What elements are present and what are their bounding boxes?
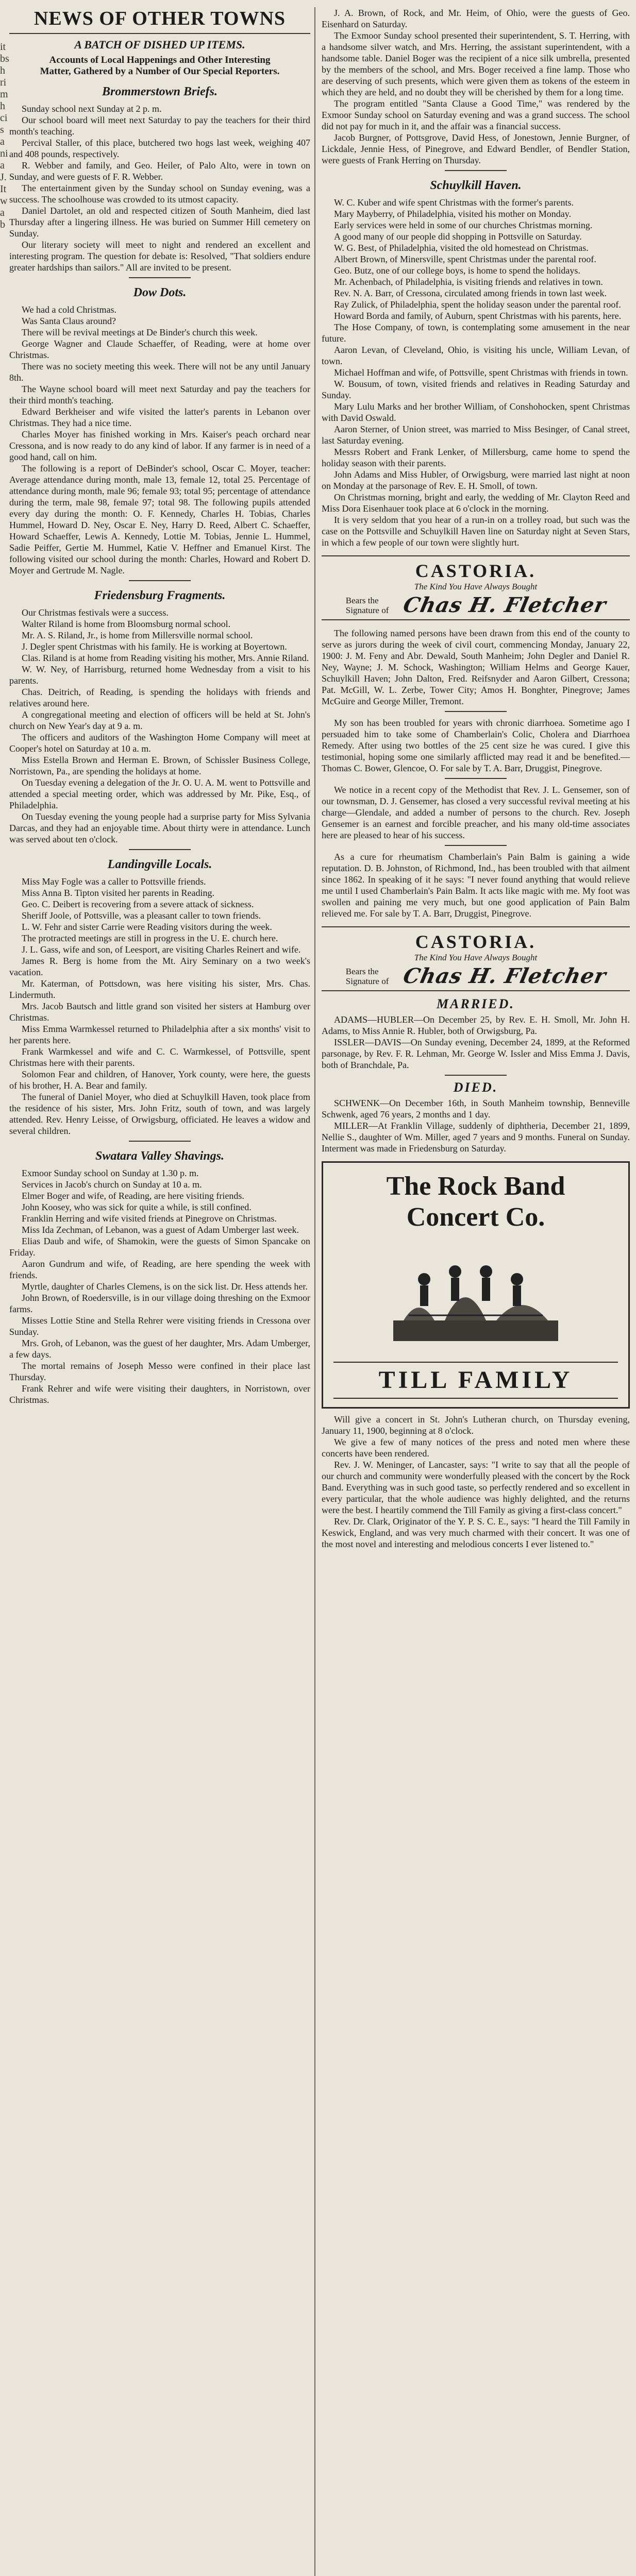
castoria-ad (322, 555, 630, 620)
news-item: Solomon Fear and children, of Hanover, York county, were here, the guests of his brother, H. A. Bear and family. (9, 1069, 310, 1091)
news-item: Franklin Herring and wife visited friends at Pinegrove on Christmas. (22, 1213, 277, 1224)
news-item: John Brown, of Roedersville, is in our village doing threshing on the Exmoor farms. (9, 1293, 310, 1314)
gutter-fragment: h (0, 100, 5, 112)
column-rule (314, 7, 315, 2576)
separator (129, 277, 191, 278)
column-left (9, 7, 310, 2576)
news-item: Clas. Riland is at home from Reading visiting his mother, Mrs. Annie Riland. (22, 653, 309, 663)
news-item: Our literary society will meet to night and rendered an excellent and interesting program. The question for debate is: Resolved, "That soldiers endure greater hardships than sailors." All are invited to be present. (9, 240, 310, 273)
news-item: On Tuesday evening the young people had a surprise party for Miss Sylvania Darcas, and they had an enjoyable time. About thirty were in attendance. Lunch was served about ten o'clock. (9, 811, 310, 844)
news-item: Michael Hoffman and wife, of Pottsville, spent Christmas with friends in town. (334, 367, 628, 378)
stage-base (393, 1320, 558, 1341)
left-margin-cutoff-text (0, 41, 8, 231)
news-item: W. Bousum, of town, visited friends and relatives in Reading Saturday and Sunday. (322, 379, 630, 400)
news-item: Misses Lottie Stine and Stella Rehrer were visiting friends in Cressona over Sunday. (9, 1315, 310, 1337)
news-item: The entertainment given by the Sunday school on Sunday evening, was a success. The schoolhouse was crowded to its utmost capacity. (9, 183, 310, 205)
news-item: On Christmas morning, bright and early, the wedding of Mr. Clayton Reed and Miss Dora Eisenhauer took place at 6 o'clock in the morning. (322, 492, 630, 514)
death-entry: MILLER—At Franklin Village, suddenly of diphtheria, December 21, 1899, Nellie S., daughter of Wm. Miller, aged 7 years and 9 months. Funeral on Sunday. Interment was made in Friedensburg on Saturday. (322, 1121, 630, 1154)
news-item: J. L. Gass, wife and son, of Leesport, are visiting Charles Reinert and wife. (22, 944, 301, 955)
news-item: Rev. N. A. Barr, of Cressona, circulated among friends in town last week. (334, 288, 607, 298)
gutter-fragment: J. (0, 172, 7, 183)
news-item: W. W. Ney, of Harrisburg, returned home Wednesday from a visit to his parents. (9, 664, 310, 686)
news-item: Frank Rehrer and wife were visiting their daughters, in Norristown, over Christmas. (9, 1383, 310, 1405)
news-item: Miss Anna B. Tipton visited her parents in Reading. (22, 888, 215, 898)
news-item: The program entitled "Santa Clause a Good Time," was rendered by the Exmoor Sunday school on Saturday evening and was a grand success. The school did not pay for much in it, and the affair was a financial success. (322, 98, 630, 131)
news-item: The Hose Company, of town, is contemplating some amusement in the near future. (322, 322, 630, 344)
news-item: Mr. Katerman, of Pottsdown, was here visiting his sister, Mrs. Chas. Lindermuth. (9, 978, 310, 1000)
news-item: Mrs. Jacob Bautsch and little grand son visited her sisters at Hamburg over Christmas. (9, 1001, 310, 1023)
news-item: J. Degler spent Christmas with his family. He is working at Boyertown. (22, 641, 287, 652)
married-heading: MARRIED. (437, 996, 515, 1011)
gutter-fragment: a (0, 136, 5, 147)
separator (445, 711, 507, 712)
concert-notices (322, 1414, 630, 1550)
right-column-sections (322, 7, 630, 548)
separator (129, 1141, 191, 1142)
news-item: Chas. Deitrich, of Reading, is spending the holidays with friends and relatives around here. (9, 687, 310, 708)
column-right (322, 7, 630, 2576)
news-item: As a cure for rheumatism Chamberlain's Pain Balm is gaining a wide reputation. D. B. Johnston, of Richmond, Ind., has been troubled with that ailment since 1862. In speaking of it he says: "I never found anything that would relieve me until I used Chamberlain's Pain Balm. It acts like magic with me. My foot was swollen and paining me very much, but one good application of Pain Balm relieved me. For sale by T. A. Barr, Druggist, Pinegrove. (322, 852, 630, 919)
news-item: On Tuesday evening a delegation of the Jr. O. U. A. M. went to Pottsville and attended a special meeting order, which was addressed by Mr. Pike, Esq., of Philadelphia. (9, 777, 310, 810)
news-item: There was no society meeting this week. There will not be any until January 8th. (9, 361, 310, 383)
rock-left (404, 1308, 434, 1320)
fletcher-signature-2: Chas H. Fletcher (400, 964, 609, 988)
news-item: There will be revival meetings at De Binder's church this week. (22, 327, 258, 337)
news-item: Walter Riland is home from Bloomsburg normal school. (22, 619, 231, 629)
separator (129, 580, 191, 581)
gutter-fragment: a (0, 160, 5, 171)
news-item: John Adams and Miss Hubler, of Orwigsburg, were married last night at noon on Monday at the parsonage of Rev. E. H. Smoll, of town. (322, 469, 630, 491)
section-heading: Landingville Locals. (107, 858, 212, 871)
castoria-title-2: CASTORIA. (415, 931, 537, 952)
news-item: Myrtle, daughter of Charles Clemens, is on the sick list. Dr. Hess attends her. (22, 1281, 308, 1292)
news-item: The officers and auditors of the Washington Home Company will meet at Cooper's hotel on Saturday at 10 a. m. (9, 732, 310, 754)
section-heading: Schuylkill Haven. (430, 179, 522, 192)
news-item: Mary Mayberry, of Philadelphia, visited his mother on Monday. (334, 209, 572, 219)
news-item: The funeral of Daniel Moyer, who died at Schuylkill Haven, took place from the residence of his sister, Mrs. John Fritz, south of town, and was largely attended. Rev. Henry Leisse, of Orwigsburg, officiated. He leaves a widow and several children. (9, 1092, 310, 1136)
news-item: Sheriff Joole, of Pottsville, was a pleasant caller to town friends. (22, 910, 261, 921)
concert-paragraph: Will give a concert in St. John's Lutheran church, on Thursday evening, January 11, 1900, beginning at 8 o'clock. (322, 1414, 630, 1436)
news-item: Albert Brown, of Minersville, spent Christmas under the parental roof. (334, 254, 596, 264)
news-item: Exmoor Sunday school on Sunday at 1.30 p. m. (22, 1168, 199, 1178)
news-item: Our school board will meet next Saturday to pay the teachers for their third month's teaching. (9, 115, 310, 137)
gutter-fragment: ci (0, 112, 8, 124)
news-item: Mr. Achenbach, of Philadelphia, is visiting friends and relatives in town. (334, 277, 603, 287)
castoria-ad-2 (322, 926, 630, 991)
separator (445, 1075, 507, 1076)
concert-paragraph: Rev. J. W. Meninger, of Lancaster, says: "I write to say that all the people of our church and community were wonderfully pleased with the concert by the Rock Band. Everything was in such good taste, so perfectly rendered and so excellent in every particular, that the whole audience was highly delighted, and the returns were the best. I heartily commend the Till Family as giving a first-class concert." (322, 1460, 630, 1515)
died-heading: DIED. (453, 1080, 498, 1095)
news-item: Geo. C. Deibert is recovering from a severe attack of sickness. (22, 899, 254, 909)
gutter-fragment: b (0, 219, 5, 230)
right-column-articles (322, 628, 630, 919)
castoria-tagline: The Kind You Have Always Bought (414, 582, 538, 591)
news-item: The following named persons have been drawn from this end of the county to serve as jurors during the week of civil court, commencing Monday, January 22, 1900: J. M. Feny and Abr. Dewald, South Manheim; John Degler and Daniel R. Ney, Wayne; J. M. Schock, Washington; William Helms and George Kauer, Schuylkill Haven; John Dalton, Fred. Reifsnyder and Aaron Gilbert, Cressona; Pat. McGill, W. L. Zerbe, Tower City; Amos H. Bonghter, Pinegrove; James McGuire and George Miller, Tremont. (322, 628, 630, 706)
news-item: Jacob Burgner, of Pottsgrove, David Hess, of Jonestown, Jennie Burgner, of Lickdale, Jennie Hess, of Pinegrove, and Edward Bendler, of Bendler Station, were guests of Frank Herring on Thursday. (322, 132, 630, 165)
gutter-fragment: a (0, 207, 5, 218)
news-item: R. Webber and family, and Geo. Heiler, of Palo Alto, were in town on Sunday, and were guests of F. R. Webber. (9, 160, 310, 182)
bears-signature-label-2: Bears the Signature of (345, 967, 389, 986)
news-item: The Exmoor Sunday school presented their superintendent, S. T. Herring, with a handsome silver watch, and Mrs. Herring, the assistant superintendent, with a handsome table. Daniel Boger was the recipient of a nice silk umbrella, presented by the members of the school, and Mrs. Boger received a fine lamp. Those who are deserving of such presents, which were given them as tokens of the esteem in which they are held, and no doubt they will be cherished by them for a long time. (322, 30, 630, 97)
news-item: Edward Berkheiser and wife visited the latter's parents in Lebanon over Christmas. They had a nice time. (9, 406, 310, 428)
news-item: My son has been troubled for years with chronic diarrhoea. Sometime ago I persuaded him to take some of Chamberlain's Colic, Cholera and Diarrhoea Remedy. After using two bottles of the 25 cent size he was cured. I give this testimonial, hoping some one similarly afflicted may read it and be benefited.—Thomas C. Bower, Glencoe, O. For sale by T. A. Barr, Druggist, Pinegrove. (322, 718, 630, 773)
news-item: The protracted meetings are still in progress in the U. E. church here. (22, 933, 278, 943)
headline-subdeck: Accounts of Local Happenings and Other Interesting Matter, Gathered by a Number of Our Special Reporters. (40, 55, 280, 77)
news-item: Messrs Robert and Frank Lenker, of Millersburg, came home to spend the holiday season with their parents. (322, 447, 630, 468)
news-item: Mrs. Groh, of Lebanon, was the guest of her daughter, Mrs. Adam Umberger, a few days. (9, 1338, 310, 1360)
section-heading: Dow Dots. (133, 286, 187, 299)
concert-paragraph: We give a few of many notices of the press and noted men where these concerts have been rendered. (322, 1437, 630, 1459)
gutter-fragment: m (0, 89, 8, 100)
gutter-fragment: w (0, 195, 8, 207)
news-item: Charles Moyer has finished working in Mrs. Kaiser's peach orchard near Cressona, and is now ready to do any kind of labor. If any farmer is in need of a good hand, call on him. (9, 429, 310, 462)
news-item: We had a cold Christmas. (22, 304, 117, 315)
news-item: John Koosey, who was sick for quite a while, is still confined. (22, 1202, 252, 1212)
news-item: James R. Berg is home from the Mt. Airy Seminary on a two week's vacation. (9, 956, 310, 977)
news-item: Elmer Boger and wife, of Reading, are here visiting friends. (22, 1191, 244, 1201)
news-item: Miss Estella Brown and Herman E. Brown, of Schissler Business College, Norristown, Pa., are spending the holidays at home. (9, 755, 310, 776)
headline-deck: A BATCH OF DISHED UP ITEMS. (74, 38, 245, 51)
news-item: Aaron Sterner, of Union street, was married to Miss Besinger, of Canal street, last Saturday evening. (322, 424, 630, 446)
news-item: L. W. Fehr and sister Carrie were Reading visitors during the week. (22, 922, 272, 932)
section-heading: Swatara Valley Shavings. (95, 1149, 225, 1163)
news-item: The Wayne school board will meet next Saturday and pay the teachers for their third month's teaching. (9, 384, 310, 405)
news-item: Was Santa Claus around? (22, 316, 116, 326)
concert-paragraph: Rev. Dr. Clark, Originator of the Y. P. S. C. E., says: "I heard the Till Family in Keswick, England, and was very much charmed with their concert. It was one of the most novel and interesting and melodious concerts I ever listened to." (322, 1516, 630, 1549)
left-column-sections (9, 84, 310, 1405)
castoria-tagline-2: The Kind You Have Always Bought (414, 953, 538, 962)
news-item: Daniel Dartolet, an old and respected citizen of South Manheim, died last Thursday after a lingering illness. He was buried on Summer Hill cemetery on Sunday. (9, 206, 310, 239)
separator (445, 845, 507, 846)
news-item: Howard Borda and family, of Auburn, spent Christmas with his parents, here. (334, 311, 622, 321)
news-item: Geo. Butz, one of our college boys, is home to spend the holidays. (334, 265, 580, 276)
news-item: George Wagner and Claude Schaeffer, of Reading, were at home over Christmas. (9, 338, 310, 360)
separator (445, 170, 507, 171)
news-item: Aaron Gundrum and wife, of Reading, are here spending the week with friends. (9, 1259, 310, 1280)
gutter-fragment: It (0, 183, 7, 195)
married-notices (322, 1014, 630, 1071)
news-item: Miss May Fogle was a caller to Pottsville friends. (22, 876, 206, 887)
news-item: Mary Lulu Marks and her brother William, of Conshohocken, spent Christmas with David Oswald. (322, 401, 630, 423)
death-notices (322, 1097, 630, 1154)
news-item: It is very seldom that you hear of a run-in on a trolley road, but such was the case on the Pottsville and Schuylkill Haven line on Saturday night at Seven Stars, in which a few people of our town were slightly hurt. (322, 515, 630, 548)
news-item: Frank Warmkessel and wife and C. C. Warmkessel, of Pottsville, spent Christmas here with their parents. (9, 1046, 310, 1068)
married-entry: ISSLER—DAVIS—On Sunday evening, December 24, 1899, at the Reformed parsonage, by Rev. F. R. Lehman, Mr. George W. Issler and Miss Emma J. Davis, both of Branchdale, Pa. (322, 1037, 630, 1070)
news-item: We notice in a recent copy of the Methodist that Rev. J. L. Gensemer, son of our townsman, D. J. Gensemer, has closed a very successful revival meeting at his charge—Glendale, and added a number of persons to the church. Rev. Joseph Gensemer is an earnest and forcible preacher, and his many old-time associates here are pleased to hear of his success. (322, 785, 630, 840)
gutter-fragment: ni (0, 148, 8, 159)
fletcher-signature: Chas H. Fletcher (400, 593, 609, 617)
rock-band-ad (322, 1161, 630, 1409)
castoria-signature-row (325, 593, 627, 617)
castoria-title: CASTORIA. (415, 561, 537, 581)
news-item: The mortal remains of Joseph Messo were confined in their place last Thursday. (9, 1361, 310, 1382)
gutter-fragment: s (0, 124, 4, 135)
news-item: Ray Zulick, of Philadelphia, spent the holiday season under the parental roof. (334, 299, 621, 310)
news-item: The following is a report of DeBinder's school, Oscar C. Moyer, teacher: Average attendance during month, male 13, female 12, total 25. Percentage of attendance during month, male 96; female 93; total 95; percentage of attendance during the term, male 98, female 97; total 98. The following pupils attended every day during the month: O. F. Kennedy, Charles H. Tobias, Charles Hummel, Howard D. Ney, Oscar E. Ney, Harry D. Reed, Albert C. Schaeffer, Howard Schaeffer, Lewis A. Kennedy, Lottie M. Tobias, Jennie L. Hummel, Sadie Peiffer, Gertie M. Hummel, Katie V. Heffner and Emanuel Kirst. The following visited our school during the month: Charles, Howard and Robert D. Moyer and Gertrude M. Nagle. (9, 463, 310, 575)
concert-co-title: Concert Co. (406, 1202, 545, 1232)
till-family-title: TILL FAMILY (333, 1362, 618, 1399)
news-item: Miss Emma Warmkessel returned to Philadelphia after a six months' visit to her parents here. (9, 1024, 310, 1045)
gutter-fragment: ri (0, 77, 7, 88)
news-item: W. G. Best, of Philadelphia, visited the old homestead on Christmas. (334, 243, 589, 253)
news-item: Early services were held in some of our churches Christmas morning. (334, 220, 593, 230)
section-heading: Friedensburg Fragments. (94, 589, 226, 602)
gutter-fragment: h (0, 65, 5, 76)
news-item: Percival Staller, of this place, butchered two hogs last week, weighing 407 and 408 pounds, respectively. (9, 138, 310, 159)
masthead: NEWS OF OTHER TOWNS (9, 7, 310, 34)
news-item: Services in Jacob's church on Sunday at 10 a. m. (22, 1179, 202, 1190)
castoria-signature-row-2 (325, 964, 627, 988)
news-item: A good many of our people did shopping in Pottsville on Saturday. (334, 231, 582, 242)
section-heading: Brommerstown Briefs. (102, 85, 218, 98)
news-item: Miss Ida Zechman, of Lebanon, was a guest of Adam Umberger last week. (22, 1225, 299, 1235)
news-item: Aaron Levan, of Cleveland, Ohio, is visiting his uncle, William Levan, of town. (322, 345, 630, 366)
news-item: Sunday school next Sunday at 2 p. m. (22, 104, 162, 114)
rock-right (496, 1305, 548, 1320)
married-entry: ADAMS—HUBLER—On December 25, by Rev. E. H. Smoll, Mr. John H. Adams, to Miss Annie R. Hubler, both of Orwigsburg, Pa. (322, 1014, 630, 1036)
news-item: Our Christmas festivals were a success. (22, 607, 169, 618)
rock-band-illustration (388, 1243, 563, 1351)
separator (129, 849, 191, 850)
separator (445, 778, 507, 779)
news-item: W. C. Kuber and wife spent Christmas with the former's parents. (334, 197, 574, 208)
rock-band-title: The Rock Band (386, 1172, 565, 1201)
news-item: Elias Daub and wife, of Shamokin, were the guests of Simon Spancake on Friday. (9, 1236, 310, 1258)
gutter-fragment: bs (0, 53, 9, 64)
death-entry: SCHWENK—On December 16th, in South Manheim township, Benneville Schwenk, aged 76 years, 2 months and 1 day. (322, 1098, 630, 1120)
news-item: A congregational meeting and election of officers will be held at St. John's church on New Year's day at 9 a. m. (9, 709, 310, 731)
news-item: Mr. A. S. Riland, Jr., is home from Millersville normal school. (22, 630, 253, 640)
gutter-fragment: it (0, 41, 6, 53)
bears-signature-label: Bears the Signature of (345, 596, 389, 615)
news-item: J. A. Brown, of Rock, and Mr. Heim, of Ohio, were the guests of Geo. Eisenhard on Saturday. (322, 8, 630, 29)
